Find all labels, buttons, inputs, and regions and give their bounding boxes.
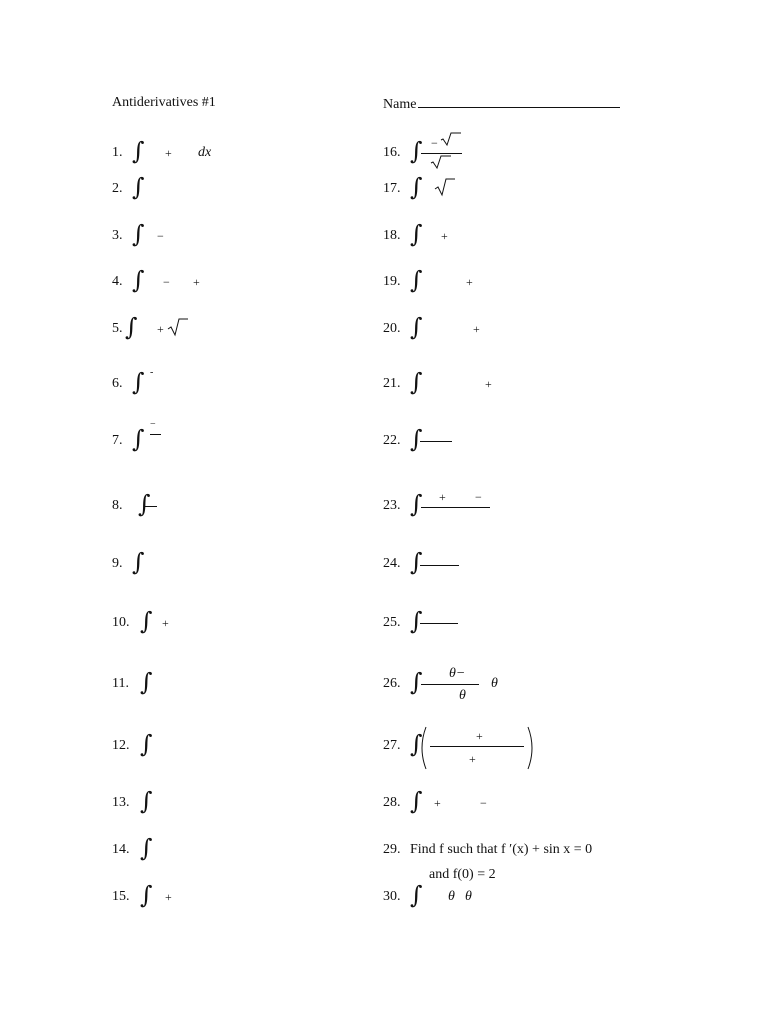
problem-number: 28. bbox=[383, 795, 401, 810]
integral-sign: ∫ bbox=[410, 668, 423, 696]
integral-sign: ∫ bbox=[140, 668, 153, 696]
problem-number: 26. bbox=[383, 676, 401, 691]
problem-number: 29. bbox=[383, 842, 401, 857]
radical-sign bbox=[167, 317, 189, 337]
integral-sign: ∫ bbox=[140, 834, 153, 862]
plus-sign: + bbox=[469, 752, 476, 766]
integral-sign: ∫ bbox=[410, 266, 423, 294]
problem-number: 27. bbox=[383, 738, 401, 753]
integral-sign: ∫ bbox=[140, 881, 153, 909]
problem-number: 16. bbox=[383, 145, 401, 160]
problem-number: 9. bbox=[112, 556, 123, 571]
problem-number: 23. bbox=[383, 498, 401, 513]
problem-number: 17. bbox=[383, 181, 401, 196]
theta-differential: θ bbox=[465, 889, 472, 904]
integral-sign: ∫ bbox=[125, 313, 138, 341]
theta-denominator: θ bbox=[459, 688, 466, 703]
problem-number: 25. bbox=[383, 615, 401, 630]
worksheet-title: Antiderivatives #1 bbox=[112, 95, 216, 110]
integral-sign: ∫ bbox=[410, 313, 423, 341]
integral-sign: ∫ bbox=[410, 787, 423, 815]
integral-sign: ∫ bbox=[140, 787, 153, 815]
plus-sign: + bbox=[476, 729, 483, 743]
fraction-bar bbox=[420, 565, 459, 566]
problem-number: 4. bbox=[112, 274, 123, 289]
integral-sign: ∫ bbox=[410, 137, 423, 165]
theta-symbol: θ bbox=[448, 889, 455, 904]
problem-number: 11. bbox=[112, 676, 129, 691]
integral-sign: ∫ bbox=[132, 368, 145, 396]
minus-sign: − bbox=[163, 275, 170, 289]
minus-sign: − bbox=[431, 136, 438, 150]
plus-sign: + bbox=[193, 275, 200, 289]
problem-number: 30. bbox=[383, 889, 401, 904]
problem-number: 2. bbox=[112, 181, 123, 196]
exponent-minus: - bbox=[150, 367, 154, 378]
plus-sign: + bbox=[439, 490, 446, 504]
minus-sign: − bbox=[475, 490, 482, 504]
name-field-label bbox=[383, 95, 620, 113]
plus-sign: + bbox=[485, 377, 492, 391]
theta-differential: θ bbox=[491, 676, 498, 691]
plus-sign: + bbox=[441, 229, 448, 243]
problem-number: 10. bbox=[112, 615, 130, 630]
fraction-bar bbox=[421, 507, 490, 508]
plus-sign: + bbox=[473, 322, 480, 336]
integral-sign: ∫ bbox=[132, 266, 145, 294]
problem-number: 12. bbox=[112, 738, 130, 753]
problem-number: 19. bbox=[383, 274, 401, 289]
integral-sign: ∫ bbox=[410, 220, 423, 248]
minus-sign: − bbox=[157, 229, 164, 243]
exponent-fraction-bar bbox=[150, 434, 161, 435]
fraction-bar bbox=[420, 441, 452, 442]
integral-sign: ∫ bbox=[132, 220, 145, 248]
problem-number: 20. bbox=[383, 321, 401, 336]
problem-number: 14. bbox=[112, 842, 130, 857]
radical-sign bbox=[440, 131, 462, 147]
fraction-bar bbox=[430, 746, 524, 747]
integral-sign: ∫ bbox=[140, 607, 153, 635]
problem-number: 24. bbox=[383, 556, 401, 571]
problem-number: 1. bbox=[112, 145, 123, 160]
integral-sign: ∫ bbox=[132, 425, 145, 453]
name-label: Name bbox=[383, 97, 417, 112]
integral-sign: ∫ bbox=[132, 137, 145, 165]
problem-number: 22. bbox=[383, 433, 401, 448]
radical-sign bbox=[430, 154, 452, 170]
problem-number: 8. bbox=[112, 498, 123, 513]
problem-number: 6. bbox=[112, 376, 123, 391]
plus-sign: + bbox=[165, 146, 172, 160]
integral-sign: ∫ bbox=[410, 607, 423, 635]
plus-sign: + bbox=[157, 322, 164, 336]
radical-sign bbox=[434, 177, 456, 197]
problem-29-statement: Find f such that f ′(x) + sin x = 0 bbox=[410, 842, 593, 857]
problem-number: 7. bbox=[112, 433, 123, 448]
integral-sign: ∫ bbox=[410, 730, 423, 758]
name-blank-line[interactable] bbox=[418, 95, 620, 108]
integral-sign: ∫ bbox=[140, 730, 153, 758]
problem-number: 13. bbox=[112, 795, 130, 810]
integral-sign: ∫ bbox=[410, 173, 423, 201]
theta-minus-numerator: θ− bbox=[449, 666, 466, 681]
integral-sign: ∫ bbox=[132, 548, 145, 576]
problem-number: 18. bbox=[383, 228, 401, 243]
fraction-bar bbox=[145, 506, 157, 507]
integral-sign: ∫ bbox=[410, 881, 423, 909]
integral-sign: ∫ bbox=[410, 425, 423, 453]
problem-29-condition: and f(0) = 2 bbox=[429, 867, 496, 882]
integral-sign: ∫ bbox=[138, 490, 151, 518]
plus-sign: + bbox=[434, 796, 441, 810]
minus-sign: − bbox=[480, 796, 487, 810]
problem-number: 5. bbox=[112, 321, 123, 336]
problem-number: 15. bbox=[112, 889, 130, 904]
integral-sign: ∫ bbox=[410, 490, 423, 518]
plus-sign: + bbox=[466, 275, 473, 289]
problem-number: 21. bbox=[383, 376, 401, 391]
exponent-minus: − bbox=[150, 419, 156, 430]
integral-sign: ∫ bbox=[410, 548, 423, 576]
differential: dx bbox=[198, 145, 212, 160]
plus-sign: + bbox=[165, 890, 172, 904]
integral-sign: ∫ bbox=[410, 368, 423, 396]
plus-sign: + bbox=[162, 616, 169, 630]
fraction-bar bbox=[421, 684, 479, 685]
fraction-bar bbox=[420, 623, 458, 624]
integral-sign: ∫ bbox=[132, 173, 145, 201]
problem-number: 3. bbox=[112, 228, 123, 243]
